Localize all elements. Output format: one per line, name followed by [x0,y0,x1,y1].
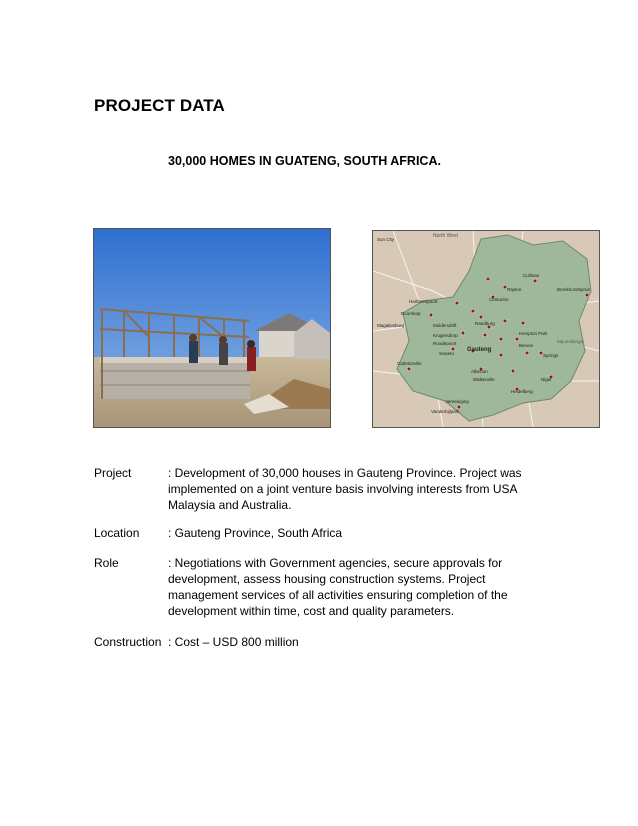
gauteng-map-image [373,231,599,427]
detail-value: : Development of 30,000 houses in Gauteng Province. Project was implemented on a joint venture basis involving interests from USA Malaysia and Australia. [168,466,522,512]
construction-site-photo [93,228,331,428]
map-label-vanderbijlpark: Vanderbijlpark [431,409,460,414]
map-label-heidelberg: Heidelberg [511,389,533,394]
map-label-carletonville: Carletonville [397,361,422,366]
detail-value: : Negotiations with Government agencies, secure approvals for development, assess housing construction systems. Project management services of all activities ensuring completion of the development within time, cost and quality parameters. [168,556,508,618]
map-label-gauteng: Gauteng [467,347,492,353]
map-label-magaliesburg: Magaliesburg [377,323,405,328]
map-label-benoni: Benoni [519,343,534,348]
map-label-vereeniging: Vereeniging [445,399,469,404]
map-label-krugersdorp: Krugersdorp [433,333,458,338]
map-label-walkerville: Walkerville [473,377,495,382]
map-label-randburg: Randburg [475,321,495,326]
map-label-bronkhorstspruit: Bronkhorstspruit [557,287,590,292]
map-label-nigel: Nigel [541,377,552,382]
map-label-soweto: Soweto [439,351,455,356]
map-label-muldersdrift: Muldersdrift [433,323,457,328]
map-label-hartbeespoort: Hartbeespoort [409,299,438,304]
construction-photo-image [94,229,330,427]
map-label-mpumalanga: Mpumalanga [557,339,584,344]
detail-label: Construction [94,635,162,649]
map-label-rayton: Rayton [507,287,522,292]
map-label-kempton-park: Kempton Park [519,331,548,336]
map-label-doornkop: Doornkop [401,311,421,316]
map-label-cullinan: Cullinan [523,273,540,278]
gauteng-map [372,230,600,428]
map-label-centurion: Centurion [489,297,509,302]
detail-value: : Gauteng Province, South Africa [168,526,343,540]
page-title: PROJECT DATA [94,96,225,115]
map-label-north-west: North West [433,233,458,239]
map-label-alberton: Alberton [471,369,488,374]
map-label-sun-city: Sun City [377,237,395,242]
map-label-springs: Springs [543,353,559,358]
project-subtitle: 30,000 HOMES IN GUATENG, SOUTH AFRICA. [168,154,441,168]
detail-label: Role [94,556,119,570]
detail-value: : Cost – USD 800 million [168,635,299,649]
map-label-roodepoort: Roodepoort [433,341,457,346]
detail-label: Project [94,466,132,480]
detail-label: Location [94,526,140,540]
